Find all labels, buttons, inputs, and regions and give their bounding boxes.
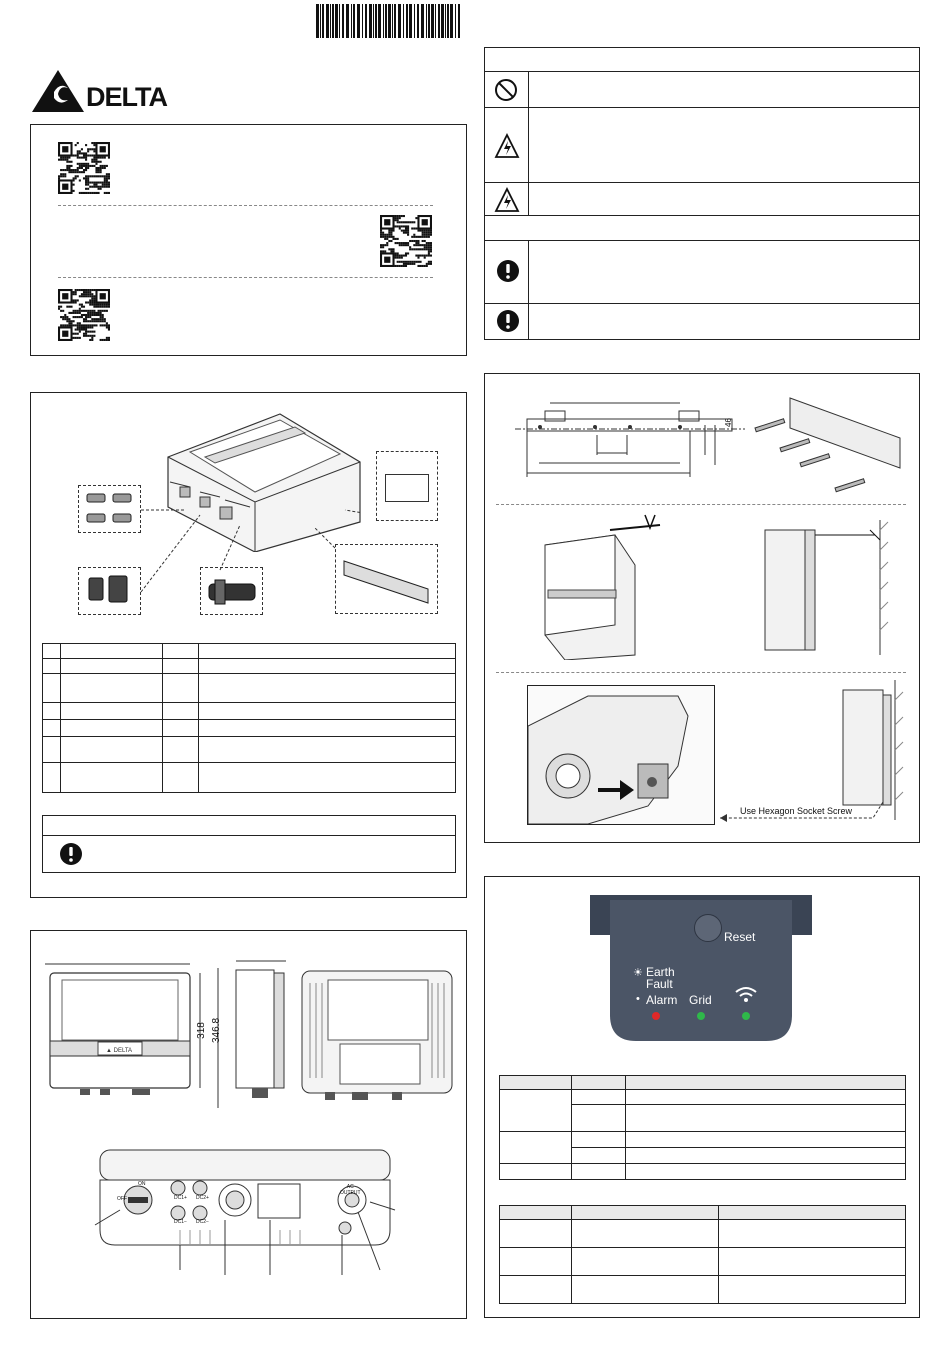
caution-header [484, 216, 920, 241]
qr-code-3[interactable] [58, 289, 110, 341]
rear-view-drawing [300, 968, 455, 1103]
prohibited-row [484, 72, 920, 108]
hang-inverter-drawing [540, 510, 680, 660]
mandatory-icon [496, 309, 520, 333]
bracket-drawing [515, 395, 745, 485]
qr-code-1[interactable] [58, 142, 110, 194]
dc1-minus-label: DC1− [174, 1219, 187, 1225]
brand-name: DELTA [86, 82, 167, 112]
reset-button[interactable] [694, 914, 722, 942]
reset-label: Reset [724, 930, 756, 944]
height-dim-318: 318 [195, 1022, 207, 1039]
barcode [316, 4, 464, 38]
bracket-screws-drawing [750, 388, 910, 498]
mandatory-icon [59, 842, 83, 866]
prohibited-icon [494, 78, 518, 102]
screw-note: Use Hexagon Socket Screw [740, 806, 853, 816]
screw-leader-line [715, 800, 885, 824]
leader-lines [130, 500, 360, 610]
package-note [42, 815, 456, 873]
sun-icon: ☀ [633, 967, 643, 979]
dc2-plus-label: DC2+ [196, 1195, 209, 1201]
wall-side-drawing [760, 515, 890, 655]
document-box [376, 451, 438, 521]
ac-output-label: AC OUTPUT [340, 1184, 361, 1196]
height-dim-346: 346.8 [211, 1017, 223, 1044]
earth-fault-label: Earth Fault [646, 965, 675, 991]
wifi-icon [734, 986, 758, 1004]
dc1-plus-label: DC1+ [174, 1195, 187, 1201]
wall-mount-side-drawing [825, 680, 905, 820]
led-status-table [499, 1075, 906, 1180]
wifi-status-table [499, 1205, 906, 1304]
alarm-label: Alarm [646, 993, 678, 1007]
barcode-graphic [316, 4, 464, 38]
mandatory-icon [496, 259, 520, 283]
mount-dim-label: 46 [723, 418, 733, 427]
svg-text:▲ DELTA: ▲ DELTA [106, 1048, 133, 1054]
high-voltage-icon [494, 133, 520, 159]
screw-detail-box [527, 685, 715, 825]
grid-led [697, 1012, 705, 1020]
delta-logo [30, 68, 175, 114]
high-voltage-icon [494, 187, 520, 213]
switch-on-label: ON [138, 1181, 146, 1187]
bottom-view-drawing [90, 1140, 410, 1280]
grid-label: Grid [689, 993, 712, 1007]
contents-table [42, 643, 456, 793]
qr-code-2[interactable] [380, 215, 432, 267]
wifi-led [742, 1012, 750, 1020]
alarm-label-dot: • [636, 993, 640, 1005]
alarm-led [652, 1012, 660, 1020]
safety-header [484, 47, 920, 72]
side-view-drawing [232, 955, 292, 1105]
switch-off-label: OFF [117, 1196, 127, 1202]
dc2-minus-label: DC2− [196, 1219, 209, 1225]
